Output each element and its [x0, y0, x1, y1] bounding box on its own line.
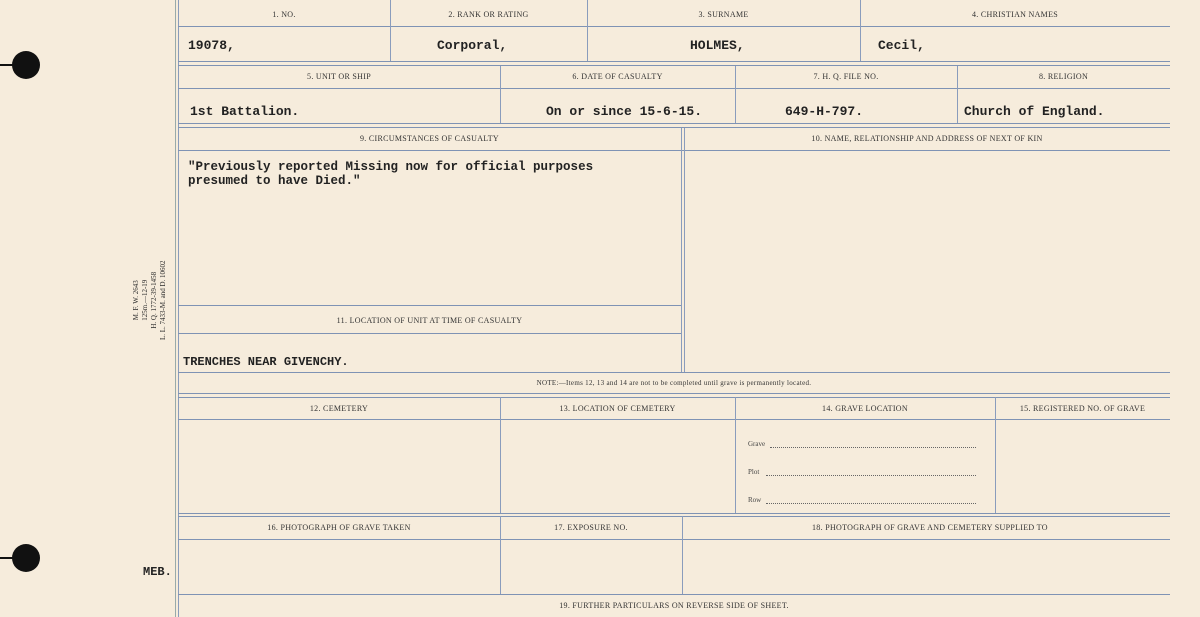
grave-location-label: 14. GRAVE LOCATION — [822, 404, 908, 413]
divider — [178, 539, 1170, 540]
location-label: 11. LOCATION OF UNIT AT TIME OF CASUALTY — [336, 316, 523, 325]
religion-value: Church of England. — [964, 104, 1105, 119]
punch-hole — [12, 51, 40, 79]
photo-taken-label: 16. PHOTOGRAPH OF GRAVE TAKEN — [267, 523, 411, 532]
surname-label: 3. SURNAME — [698, 10, 749, 19]
surname-value: HOLMES, — [690, 38, 745, 53]
divider — [178, 61, 1170, 66]
divider — [178, 516, 1170, 517]
divider — [178, 305, 681, 306]
divider — [178, 333, 681, 334]
registered-no-label: 15. REGISTERED NO. OF GRAVE — [1019, 404, 1146, 413]
no-value: 19078, — [188, 38, 235, 53]
exposure-label: 17. EXPOSURE NO. — [554, 523, 628, 532]
religion-label: 8. RELIGION — [1038, 72, 1089, 81]
divider — [178, 150, 1170, 151]
form-code: 125m.—12-19 — [141, 279, 149, 321]
circumstances-label: 9. CIRCUMSTANCES OF CASUALTY — [359, 134, 500, 143]
hq-file-value: 649-H-797. — [785, 104, 864, 119]
circumstances-line1: "Previously reported Missing now for official purposes — [188, 160, 594, 174]
row-label: Row — [748, 496, 762, 504]
hq-file-label: 7. H. Q. FILE NO. — [813, 72, 879, 81]
divider — [178, 419, 1170, 420]
unit-label: 5. UNIT OR SHIP — [307, 72, 371, 81]
circumstances-line2: presumed to have Died." — [188, 174, 361, 188]
unit-value: 1st Battalion. — [190, 104, 300, 119]
clerk-initials: MEB. — [143, 565, 172, 579]
date-label: 6. DATE OF CASUALTY — [572, 72, 663, 81]
further-particulars: 19. FURTHER PARTICULARS ON REVERSE SIDE OF SHEET. — [559, 601, 789, 610]
plot-dotted-line — [766, 474, 976, 476]
divider — [500, 397, 501, 513]
form-code: H. Q. 1772-39-1458 — [150, 271, 158, 329]
form-border — [175, 0, 176, 617]
divider — [178, 88, 1170, 89]
row-dotted-line — [766, 502, 976, 504]
divider — [178, 594, 1170, 595]
grave-dotted-line — [770, 446, 976, 448]
date-value: On or since 15-6-15. — [546, 104, 703, 119]
cemetery-label: 12. CEMETERY — [309, 404, 369, 413]
form-code: M. F. W. 2643 — [132, 280, 140, 321]
divider — [178, 26, 1170, 27]
divider — [178, 513, 1170, 514]
divider — [681, 128, 682, 372]
rank-label: 2. RANK OR RATING — [448, 10, 529, 19]
no-label: 1. NO. — [272, 10, 296, 19]
divider — [178, 123, 1170, 128]
christian-names-value: Cecil, — [878, 38, 925, 53]
punch-hole — [12, 544, 40, 572]
photo-supplied-label: 18. PHOTOGRAPH OF GRAVE AND CEMETERY SUPPLIED TO — [812, 523, 1048, 532]
next-of-kin-label: 10. NAME, RELATIONSHIP AND ADDRESS OF NEXT OF KIN — [811, 134, 1043, 143]
form-code: L. L. 7433-M. and D. 10602 — [159, 260, 167, 340]
christian-names-label: 4. CHRISTIAN NAMES — [971, 10, 1059, 19]
location-value: TRENCHES NEAR GIVENCHY. — [183, 355, 349, 369]
form-code-block — [132, 260, 168, 340]
divider — [178, 372, 1170, 373]
grave-label: Grave — [748, 440, 766, 448]
rank-value: Corporal, — [437, 38, 508, 53]
divider — [995, 397, 996, 513]
divider — [684, 128, 685, 372]
plot-label: Plot — [748, 468, 760, 476]
divider — [735, 397, 736, 513]
cemetery-location-label: 13. LOCATION OF CEMETERY — [559, 404, 676, 413]
divider — [178, 393, 1170, 398]
note-text: NOTE:—Items 12, 13 and 14 are not to be completed until grave is permanently located. — [536, 379, 812, 387]
